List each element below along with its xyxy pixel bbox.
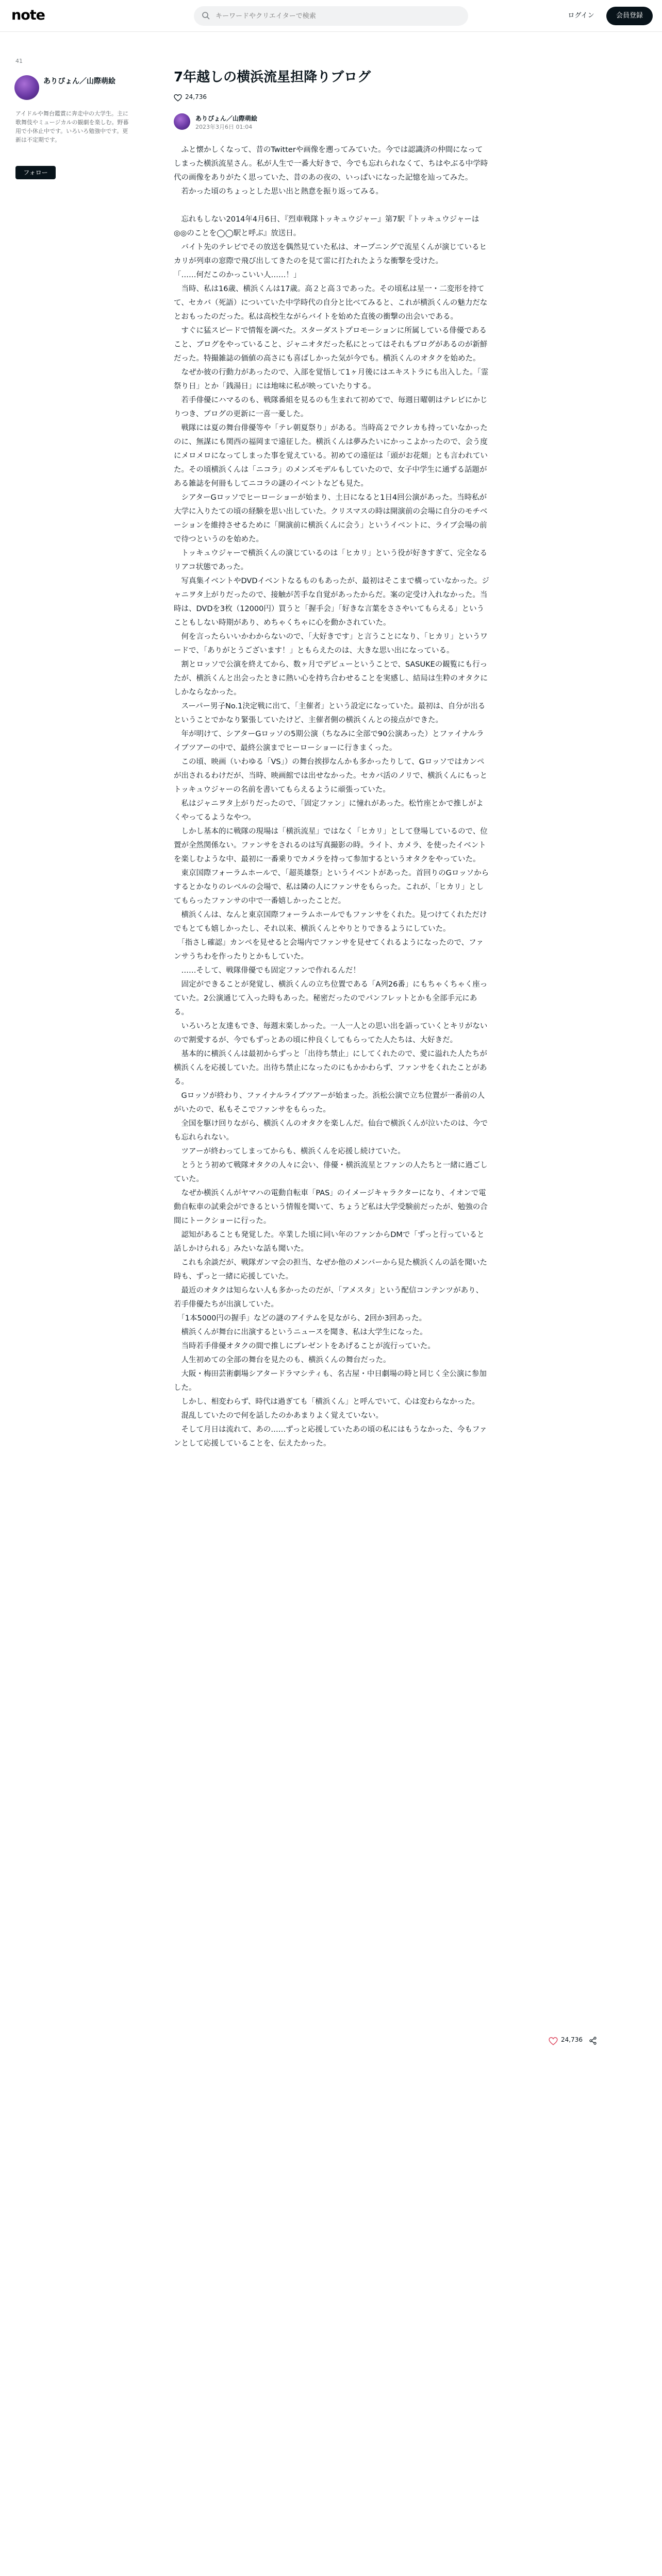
article-paragraph: なぜか横浜くんがヤマハの電動自転車「PAS」のイメージキャラクターになり、イオンで電動自転車の試乗会ができるという情報を聞いて、ちょうど私は大学受験前だったが、勉強の合間にトークショーに行った。 [174, 1189, 488, 1225]
article-paragraph: ツアーが終わってしまってからも、横浜くんを応援し続けていた。 [174, 1147, 405, 1156]
article-paragraph: なぜか彼の行動力があったので、入部を覚悟して1ヶ月後にはエキストラにも出入した。「霊祭り日」とか「銭湯日」には地味に私が映っていたりする。 [174, 368, 489, 391]
article-paragraph: 年が明けて、シアターGロッソの5期公演（ちなみに全部で90公演あった）とファイナルライブツアーの中で、最終公演までヒーローショーに行きまくった。 [174, 730, 484, 752]
share-icon[interactable] [589, 2037, 597, 2045]
creator-bio: アイドルや舞台鑑賞に奔走中の大学生。主に歌舞伎やミュージカルの観劇を楽しむ。野暮用で小休止中です。いろいろ勉強中です。更新は不定期です。 [15, 110, 129, 143]
sidebar-number: 41 [15, 58, 23, 64]
like-count: 24,736 [185, 93, 207, 100]
article-paragraph: 東京国際フォーラムホールで、「超英雄祭」というイベントがあった。首回りのGロッソからするとかなりのレベルの会場で、私は隣の人にファンサをもらった。これが、「ヒカリ」としてもらったファンサの中で一番嬉しかったことだ。 [174, 869, 489, 905]
article-paragraph: スーパー男子No.1決定戦に出て、「主催者」という設定になっていた。最初は、自分が出るということでかなり緊張していたけど、主催者側の横浜くんとの接点ができた。 [174, 702, 486, 724]
article-paragraph: いろいろと友達もでき、毎週末楽しかった。一人一人との思い出を語っていくとキリがないので割愛するが、今でもずっとあの頃に仲良くしてもらってた人たちは、大好きだ。 [174, 1022, 488, 1044]
article-paragraph: 認知があることも発覚した。卒業した頃に同い年のファンからDMで「ずっと行っていると話しかけられる」みたいな話も聞いた。 [174, 1231, 485, 1253]
like-row[interactable] [174, 93, 489, 103]
article-paragraph: 若手俳優にハマるのも、戦隊番組を見るのも生まれて初めてで、毎週日曜朝はテレビにかじりつき、ブログの更新に一喜一憂した。 [174, 396, 488, 418]
search-input[interactable] [216, 6, 458, 26]
note-logo[interactable]: note [11, 7, 45, 23]
article-paragraph: 固定ができることが発覚し、横浜くんの立ち位置である「A列26番」にもちゃくちゃく座っていた。2公演通じて入った時もあった。秘密だったのでパンフレットとかも全部手元にある。 [174, 980, 488, 1016]
article-paragraph: トッキュウジャーで横浜くんの演じているのは「ヒカリ」という役が好きすぎて、完全なるリアコ状態であった。 [174, 549, 487, 571]
search-box[interactable] [194, 6, 468, 26]
article-paragraph: この頃、映画（いわゆる「VS」）の舞台挨拶なんかも多かったりして、Gロッソではカンペが出されるわけだが、当時、映画館では出せなかった。セカバ活のノリで、横浜くんにもっとトッキュウジャーの名前を書いてもらえるように頑張っていた。 [174, 758, 488, 794]
follow-button[interactable]: フォロー [15, 166, 56, 179]
avatar[interactable] [14, 75, 39, 100]
top-header [0, 0, 662, 32]
article-paragraph: ふと懐かしくなって、昔のTwitterや画像を遡ってみていた。今では認識済の仲間になってしまった横浜流星さん。私が人生で一番大好きで、今でも忘れられなくて、ちはやぶる中学時代の画像をありがたく思っていた、昔のあの夜の、いっぱいになった記憶を辿ってみた。 [174, 146, 488, 182]
article-paragraph: 混乱していたので何を話したのかあまりよく覚えていない。 [174, 1412, 383, 1420]
heart-icon[interactable] [174, 94, 182, 102]
article-paragraph: 「1本5000円の握手」などの謎のアイテムを見ながら、2回か3回あった。 [174, 1314, 427, 1323]
article-paragraph: とうとう初めて戦隊オタクの人々に会い、俳優・横浜流星とファンの人たちと一緒に過ごしていた。 [174, 1161, 488, 1183]
article-paragraph: 当時若手俳優オタクの間で推しにプレゼントをあげることが流行っていた。 [174, 1342, 435, 1350]
article-paragraph: 若かった頃のちょっとした思い出と熱意を振り返ってみる。 [174, 188, 383, 196]
article-paragraph: ……そして、戦隊俳優でも固定ファンで作れるんだ！ [174, 967, 360, 975]
creator-name[interactable]: ありぴょん／山際萌絵 [43, 77, 115, 86]
article-paragraph: 「……何だこのかっこいい人……！」 [174, 271, 301, 279]
article-paragraph: 「指さし確認」カンペを見せると会場内でファンサを見せてくれるようになったので、ファンサうちわを作ったりとかもしていた。 [174, 939, 484, 961]
login-button[interactable]: ログイン [560, 8, 602, 24]
article-paragraph: 大阪・梅田芸術劇場シアタードラマシティも、名古屋・中日劇場の時と同じく全公演に参加した。 [174, 1370, 487, 1392]
article-paragraph: 最近のオタクは知らない人も多かったのだが、「アメスタ」という配信コンテンツがあり、若手俳優たちが出演していた。 [174, 1286, 484, 1309]
article-paragraph: シアターGロッソでヒーローショーが始まり、土日になると1日4回公演があった。当時私が大学に入りたての頃の経験を思い出していた。クリスマスの時は開演前の会場に自分のモチベーションを維持させるために「開演前に横浜くんに会う」というイベントに、ライブ会場の前で待つというのを始めた。 [174, 494, 488, 544]
article-paragraph: Gロッソが終わり、ファイナルライブツアーが始まった。浜松公演で立ち位置が一番前の人がいたので、私もそこでファンサをもらった。 [174, 1092, 485, 1114]
search-icon [202, 11, 210, 20]
article-paragraph: 横浜くんが舞台に出演するというニュースを聞き、私は大学生になった。 [174, 1328, 427, 1336]
article-paragraph: すぐに猛スピードで情報を調べた。スターダストプロモーションに所属している俳優であること、ブログをやっていること、ジャニオタだった私にとってはそれもブログがあるのが新鮮だった。特撮雑誌の価値の高さにも喜ばしかった気が今でも。横浜くんのオタクを始めた。 [174, 327, 488, 363]
article-paragraph: 人生初めての全部の舞台を見たのも、横浜くんの舞台だった。 [174, 1356, 391, 1364]
article-paragraph: 割とロッソで公演を終えてから、数ヶ月でデビューということで、SASUKEの観覧にも行ったが、横浜くんと出会ったときに熱い心を持ち合わせることを実感し、結局は生粋のオタクにしかならなかった。 [174, 660, 488, 697]
article [174, 68, 489, 1451]
article-body [174, 143, 489, 1451]
article-paragraph: 全国を駆け回りながら、横浜くんのオタクを楽しんだ。仙台で横浜くんが泣いたのは、今でも忘れられない。 [174, 1120, 488, 1142]
floating-like[interactable] [549, 2035, 590, 2047]
article-paragraph: そして月日は流れて、あの……ずっと応援していたあの頃の私にはもうなかった、今もファンとして応援していることを、伝えたかった。 [174, 1426, 487, 1448]
article-paragraph: 私はジャニヲタ上がりだったので、「固定ファン」に憧れがあった。松竹座とかで推しがよくやってるようなやつ。 [174, 800, 484, 822]
author-name[interactable]: ありぴょん／山際萌絵 [195, 115, 258, 122]
heart-icon[interactable] [549, 2037, 558, 2046]
article-paragraph: しかし基本的に戦隊の現場は「横浜流星」ではなく「ヒカリ」として登場しているので、位置が全然関係ない。ファンサをされるのは写真撮影の時。ライト、カメラ、を使ったイベントを楽しむような中、最初に一番乗りでカメラを持って参加するというオタクをやっていた。 [174, 827, 488, 863]
article-title: 7年越しの横浜流星担降りブログ [174, 70, 371, 85]
article-paragraph: 忘れもしない2014年4月6日、『烈車戦隊トッキュウジャー』第7駅『トッキュウジャーは◎◎のことを◯◯駅と呼ぶ』放送日。 [174, 215, 479, 238]
article-paragraph: バイト先のテレビでその放送を偶然見ていた私は、オープニングで流星くんが演じているヒカリが列車の窓際で飛び出してきたのを見て雷に打たれたような衝撃を受けた。 [174, 243, 487, 265]
article-paragraph: 写真集イベントやDVDイベントなるものもあったが、最初はそこまで構っていなかった。ジャニヲタ上がりだったので、接触が苦手な自覚があったからだ。案の定受け入れなかった。当時は、DVDを3枚（12000円）買うと「握手会」「好きな言葉をささやいてもらえる」ということもしない時期があり、めちゃくちゃに心を動かされていた。 [174, 577, 489, 627]
article-paragraph: 何を言ったらいいかわからないので、「大好きです」と言うことになり、「ヒカリ」というワードで、「ありがとうございます！」ともらえたのは、大きな思い出になっている。 [174, 633, 488, 655]
author-row [174, 113, 489, 134]
paragraph-spacer [174, 199, 489, 213]
floating-like-count: 24,736 [561, 2036, 583, 2043]
author-avatar[interactable] [174, 113, 190, 130]
article-paragraph: しかし、相変わらず、時代は過ぎても「横浜くん」と呼んでいて、心は変わらなかった。 [174, 1398, 480, 1406]
article-paragraph: 基本的に横浜くんは最初からずっと「出待ち禁止」にしてくれたので、愛に溢れた人たちが横浜くんを応援していた。出待ち禁止になったのにもかかわらず、ファンサをくれたことがある。 [174, 1050, 487, 1086]
article-paragraph: 戦隊には夏の舞台俳優等や「テレ朝夏祭り」がある。当時高２でクレカも持っていなかったのに、無謀にも関西の福岡まで遠征した。横浜くんは夢みたいにかっこよかったので、会う度にメロメロになってしまった事を覚えている。初めての遠征は「頭がお花畑」とも言われていた。その頃横浜くんは「ニコラ」のメンズモデルもしていたので、女子中学生に通ずる話題がある雑誌を何冊もしてニコラの謎のイベントなども見た。 [174, 424, 488, 488]
register-button[interactable]: 会員登録 [606, 7, 653, 25]
article-paragraph: 横浜くんは、なんと東京国際フォーラムホールでもファンサをくれた。見つけてくれただけでもとても嬉しかったし、それ以来、横浜くんとやりとりできるようにしていた。 [174, 911, 487, 933]
article-paragraph: 当時、私は16歳、横浜くんは17歳。高２と高３であった。その頃私は星一・二変形を持てて、セカバ（死語）についていた中学時代の自分と比べてみると、これが横浜くんの魅力だなとおもったのだった。私は高校生ながらバイトを始めた直後の衝撃の出会いである。 [174, 285, 488, 321]
article-paragraph: これも余談だが、戦隊ガンマ会の担当、なぜか他のメンバーから見た横浜くんの話を聞いた時も、ずっと一緒に応援していた。 [174, 1259, 487, 1281]
post-date: 2023年3月6日 01:04 [195, 124, 253, 130]
